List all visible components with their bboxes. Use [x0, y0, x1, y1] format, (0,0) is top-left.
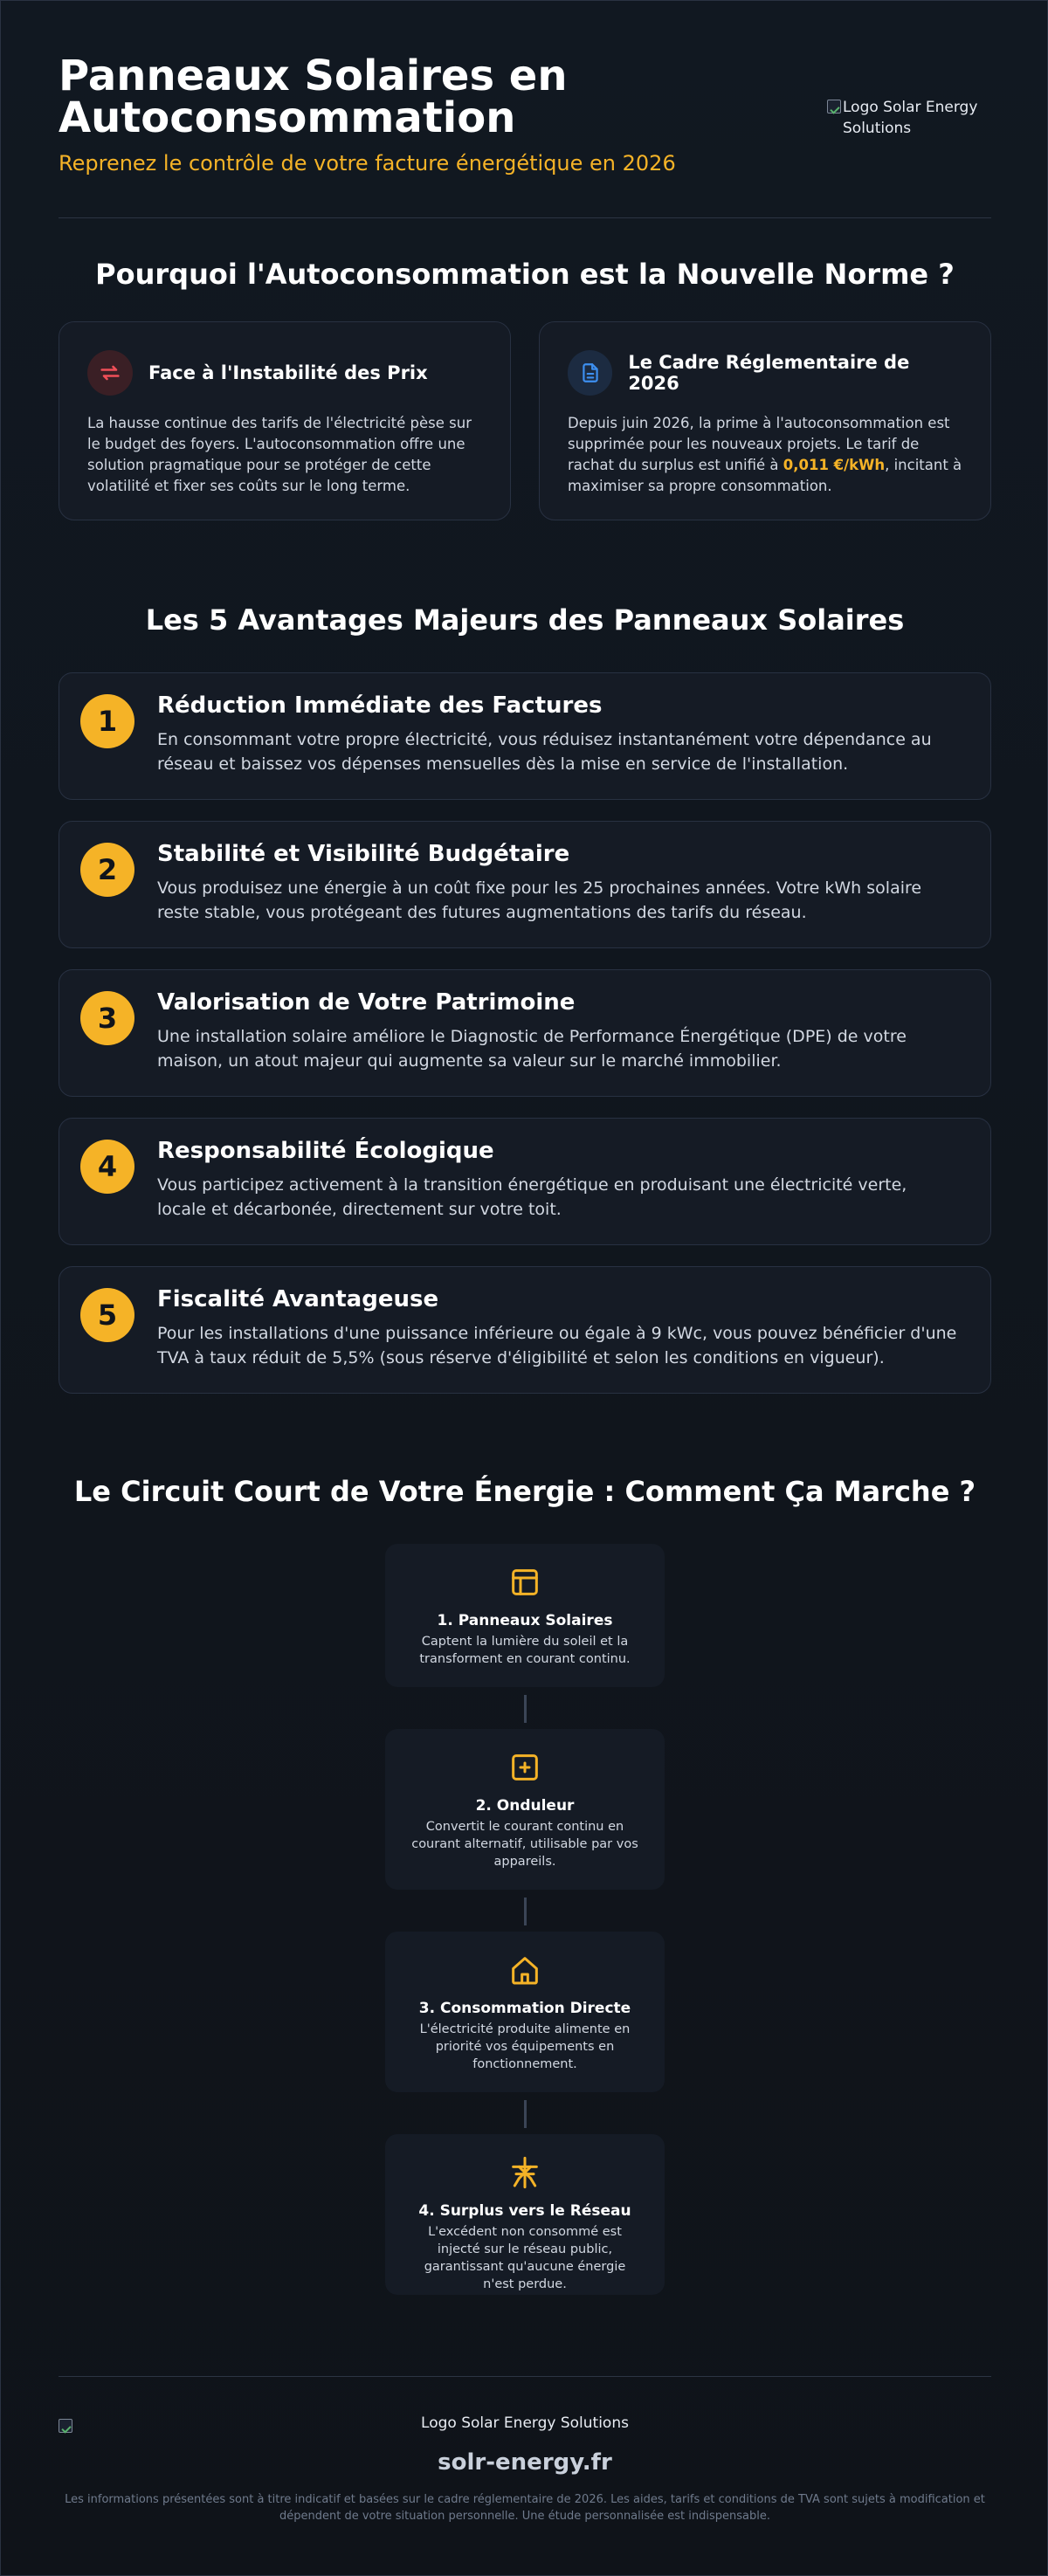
advantage-text: Vous produisez une énergie à un coût fixe pour les 25 prochaines années. Votre kWh solaire reste stable, vous protégeant des futures augmentations des tarifs du réseau. [157, 878, 922, 922]
advantage-item [59, 1118, 991, 1245]
flow-step-text: Captent la lumière du soleil et la transforment en courant continu. [419, 1635, 631, 1666]
flow-step [385, 1932, 665, 2092]
footer-logo-alt-text: Logo Solar Energy Solutions [421, 2414, 629, 2432]
advantage-number-badge: 2 [80, 843, 134, 897]
advantage-title: Valorisation de Votre Patrimoine [157, 989, 576, 1016]
advantage-text: Vous participez activement à la transition énergétique en produisant une électricité verte, locale et décarbonée, directement sur votre toit. [157, 1175, 907, 1219]
advantage-number-badge: 3 [80, 991, 134, 1045]
advantage-title: Fiscalité Avantageuse [157, 1286, 439, 1312]
advantage-item [59, 969, 991, 1097]
page-subtitle: Reprenez le contrôle de votre facture énergétique en 2026 [59, 151, 676, 176]
brand-logo [827, 97, 1002, 139]
flow-connector [524, 1898, 527, 1925]
footer-disclaimer: Les informations présentées sont à titre indicatif et basées sur le cadre réglementaire de 2026. Les aides, tarifs et conditions de TVA sont sujets à modification et dépendent de votre situation personnelle. Une étude personnalisée est indispensable. [65, 2493, 985, 2523]
flow-connector [524, 2100, 527, 2128]
advantage-number-badge: 4 [80, 1140, 134, 1194]
why-section-title: Pourquoi l'Autoconsommation est la Nouvelle Norme ? [95, 258, 955, 291]
flow-step-text: L'excédent non consommé est injecté sur le réseau public, garantissant qu'aucune énergie n'est perdue. [424, 2225, 626, 2291]
power-pylon-icon [507, 2155, 542, 2190]
flow-step-title: 3. Consommation Directe [418, 2000, 631, 2017]
advantage-item [59, 672, 991, 800]
footer-website[interactable]: solr-energy.fr [438, 2449, 612, 2476]
advantage-text: En consommant votre propre électricité, vous réduisez instantanément votre dépendance au réseau et baissez vos dépenses mensuelles dès la mise en service de l'installation. [157, 730, 932, 774]
advantage-number-badge: 1 [80, 694, 134, 748]
advantage-title: Réduction Immédiate des Factures [157, 692, 603, 719]
advantages-section-title: Les 5 Avantages Majeurs des Panneaux Solaires [145, 603, 905, 637]
broken-image-icon [827, 100, 841, 114]
flow-section-title: Le Circuit Court de Votre Énergie : Comment Ça Marche ? [73, 1475, 976, 1508]
flow-step-title: 2. Onduleur [475, 1797, 575, 1815]
flow-step-text: L'électricité produite alimente en priorité vos équipements en fonctionnement. [419, 2022, 631, 2071]
why-card-prices [59, 321, 511, 520]
home-icon [507, 1953, 542, 1987]
why-card-text-part: , incitant à maximiser sa propre consommation. [568, 457, 962, 494]
flow-step [385, 1729, 665, 1890]
advantage-item [59, 821, 991, 948]
flow-connector [524, 1695, 527, 1723]
flow-step [385, 1544, 665, 1687]
why-card-title: Le Cadre Réglementaire de 2026 [628, 352, 910, 394]
advantage-text: Une installation solaire améliore le Diagnostic de Performance Énergétique (DPE) de votre maison, un atout majeur qui augmente sa valeur sur le marché immobilier. [157, 1027, 907, 1071]
why-card-title: Face à l'Instabilité des Prix [148, 362, 428, 383]
why-card-text [568, 413, 962, 497]
header [59, 52, 991, 186]
inverter-icon [507, 1750, 542, 1785]
why-card-text-part: Depuis juin 2026, la prime à l'autoconsommation est supprimée pour les nouveaux projets. Le tarif de rachat du surplus est unifié à [568, 415, 950, 473]
why-card-text: La hausse continue des tarifs de l'électricité pèse sur le budget des foyers. L'autoconsommation offre une solution pragmatique pour se protéger de cette volatilité et fixer ses coûts sur le long terme. [87, 415, 472, 494]
flow-step-title: 4. Surplus vers le Réseau [418, 2202, 631, 2220]
flow-step-text: Convertit le courant continu en courant alternatif, utilisable par vos appareils. [411, 1820, 638, 1869]
advantage-title: Responsabilité Écologique [157, 1138, 494, 1164]
solar-panel-icon [507, 1565, 542, 1600]
footer-divider [59, 2376, 991, 2377]
arrows-exchange-icon [87, 350, 133, 396]
surplus-tariff-highlight: 0,011 €/kWh [783, 457, 886, 473]
flow-step [385, 2134, 665, 2295]
document-icon [568, 350, 612, 396]
advantage-text: Pour les installations d'une puissance inférieure ou égale à 9 kWc, vous pouvez bénéficier d'une TVA à taux réduit de 5,5% (sous réserve d'éligibilité et selon les conditions en vigueur). [157, 1324, 957, 1367]
advantage-item [59, 1266, 991, 1394]
brand-logo-alt-text: Logo Solar Energy Solutions [843, 99, 978, 137]
why-card-regulation [539, 321, 991, 520]
page-title: Panneaux Solaires en Autoconsommation [59, 52, 568, 142]
advantage-title: Stabilité et Visibilité Budgétaire [157, 841, 570, 867]
divider [59, 217, 991, 218]
flow-step-title: 1. Panneaux Solaires [437, 1612, 613, 1629]
advantage-number-badge: 5 [80, 1288, 134, 1342]
